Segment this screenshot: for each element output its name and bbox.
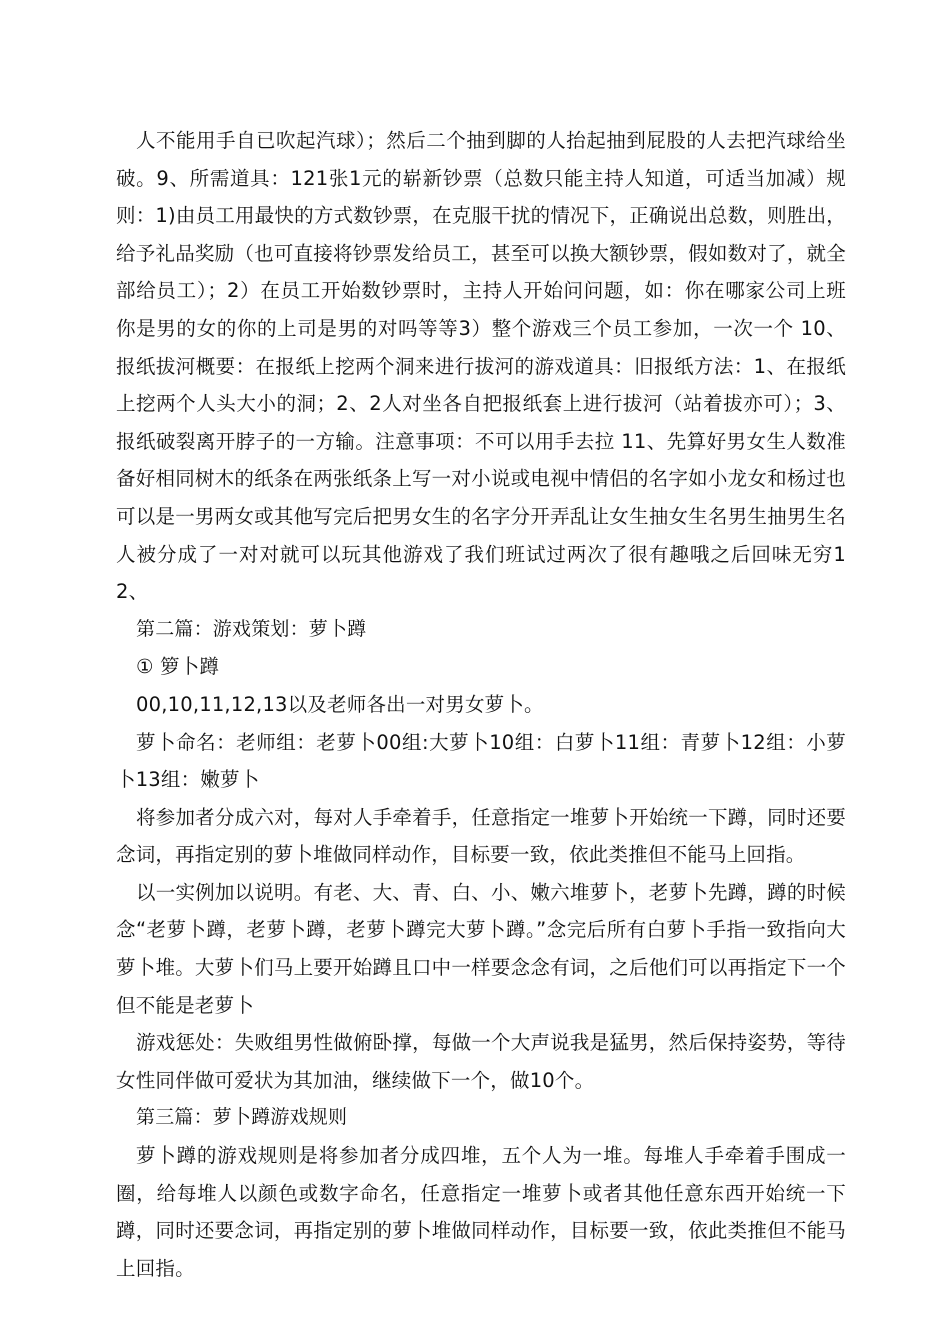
section-heading-part-three: 第三篇：萝卜蹲游戏规则: [136, 1106, 348, 1129]
paragraph-radish-naming: 萝卜命名：老师组：老萝卜00组:大萝卜10组：白萝卜11组：青萝卜12组：小萝卜13组：嫩萝卜: [116, 730, 846, 792]
paragraph-penalty: 游戏惩处：失败组男性做俯卧撑，每做一个大声说我是猛男，然后保持姿势，等待女性同伴做可爱状为其加油，继续做下一个，做10个。: [116, 1031, 846, 1092]
paragraph-game-rules-continued: 人不能用手自已吹起汽球）；然后二个抽到脚的人抬起抽到屁股的人去把汽球给坐破。9、所需道具：121张1元的崭新钞票（总数只能主持人知道，可适当加减）规则：1)由员工用最快的方式数钞票，在克服干扰的情况下，正确说出总数，则胜出，给予礼品奖励（也可直接将钞票发给员工，甚至可以换大额钞票，假如数对了，就全部给员工）；2）在员工开始数钞票时，主持人开始问问题，如：你在哪家公司上班你是男的女的你的上司是男的对吗等等3）整个游戏三个员工参加，一次一个 10、报纸拔河概要：在报纸上挖两个洞来进行拔河的游戏道具：旧报纸方法：1、在报纸上挖两个人头大小的洞；2、2人对坐各自把报纸套上进行拔河（站着拔亦可）；3、报纸破裂离开脖子的一方输。注意事项：不可以用手去拉 11、先算好男女生人数准备好相同树木的纸条在两张纸条上写一对小说或电视中情侣的名字如小龙女和杨过也可以是一男两女或其他写完后把男女生的名字分开弄乱让女生抽女生名男生抽男生名人被分成了一对对就可以玩其他游戏了我们班试过两次了很有趣哦之后回味无穷12、: [116, 129, 846, 604]
paragraph-division-rules: 将参加者分成六对，每对人手牵着手，任意指定一堆萝卜开始统一下蹲，同时还要念词，再指定别的萝卜堆做同样动作，目标要一致，依此类推但不能马上回指。: [116, 805, 846, 867]
subheading-radish-squat: ① 箩卜蹲: [136, 655, 220, 679]
document-body: [116, 122, 846, 1287]
paragraph-groups: 00,10,11,12,13以及老师各出一对男女萝卜。: [136, 692, 544, 716]
paragraph-game-rules: 萝卜蹲的游戏规则是将参加者分成四堆，五个人为一堆。每堆人手牵着手围成一圈，给每堆人以颜色或数字命名，任意指定一堆萝卜或者其他任意东西开始统一下蹲，同时还要念词，再指定别的萝卜堆做同样动作，目标要一致，依此类推但不能马上回指。: [116, 1144, 846, 1280]
paragraph-example: 以一实例加以说明。有老、大、青、白、小、嫩六堆萝卜，老萝卜先蹲，蹲的时候念“老萝卜蹲，老萝卜蹲，老萝卜蹲完大萝卜蹲。”念完后所有白萝卜手指一致指向大萝卜堆。大萝卜们马上要开始蹲且口中一样要念念有词，之后他们可以再指定下一个但不能是老萝卜: [116, 880, 846, 1017]
section-heading-part-two: 第二篇：游戏策划：萝卜蹲: [136, 617, 367, 640]
